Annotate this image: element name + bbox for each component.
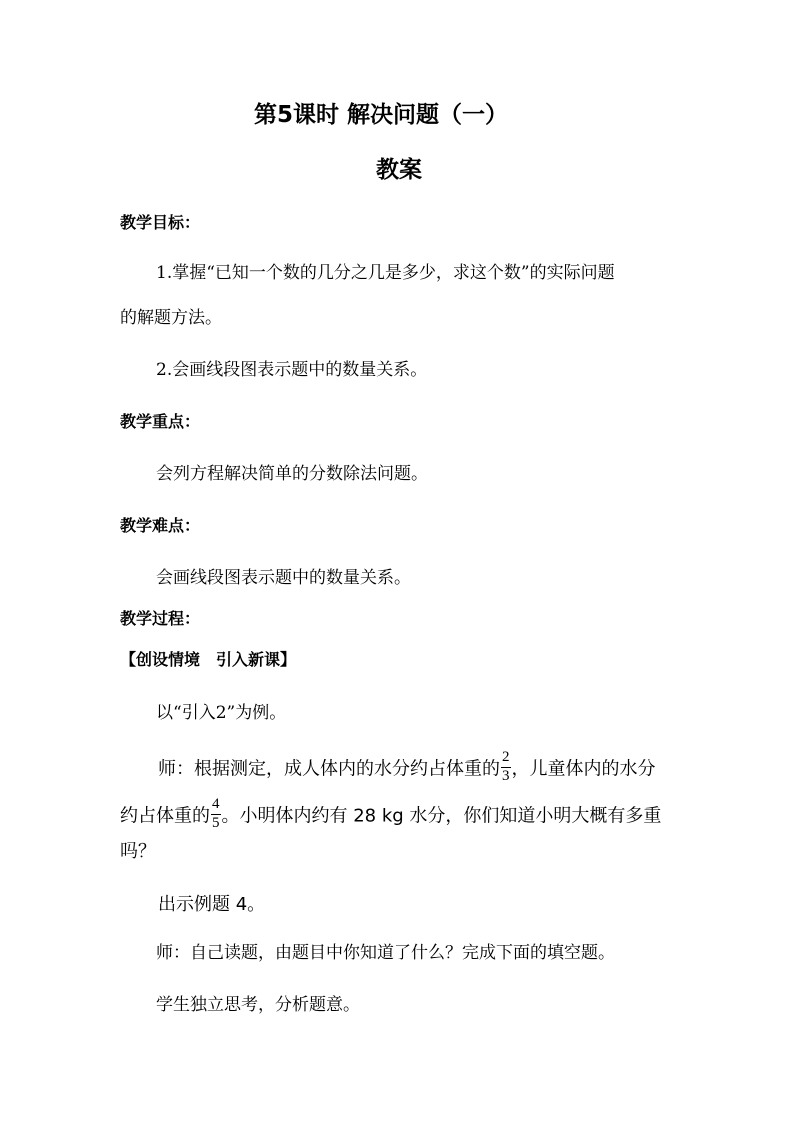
teacher-text-c: 约占体重的 xyxy=(120,805,210,827)
key-points-text: 会列方程解决简单的分数除法问题。 xyxy=(156,464,428,484)
fraction-numerator: 4 xyxy=(211,797,221,815)
teacher-text-b: ，儿童体内的水分 xyxy=(511,758,656,780)
process-paragraph-4: 学生独立思考，分析题意。 xyxy=(156,995,360,1015)
page-subtitle: 教案 xyxy=(376,157,422,183)
teacher-text-d: 。小明体内约有 28 kg 水分，你们知道小明大概有多重 xyxy=(221,805,662,827)
process-stage-heading: 【创设情境 引入新课】 xyxy=(120,650,297,669)
fraction-four-fifths xyxy=(211,797,221,832)
fraction-two-thirds xyxy=(501,750,511,785)
process-paragraph-3: 师：自己读题，由题目中你知道了什么？完成下面的填空题。 xyxy=(156,943,615,963)
difficulties-text: 会画线段图表示题中的数量关系。 xyxy=(156,568,411,588)
teacher-text-a: 师：根据测定，成人体内的水分约占体重的 xyxy=(158,758,500,780)
fraction-denominator: 5 xyxy=(212,814,220,831)
teacher-paragraph-line-1 xyxy=(158,749,656,787)
teacher-paragraph-line-3: 吗？ xyxy=(120,841,156,862)
teacher-paragraph-line-2 xyxy=(120,796,662,834)
objective-2: 2.会画线段图表示题中的数量关系。 xyxy=(156,360,428,380)
page-title: 第5课时 解决问题（一） xyxy=(254,102,509,128)
fraction-denominator: 3 xyxy=(502,767,510,784)
objectives-heading: 教学目标： xyxy=(120,213,201,232)
process-paragraph-1: 以“引入2”为例。 xyxy=(156,703,287,723)
difficulties-heading: 教学难点： xyxy=(120,516,201,535)
process-paragraph-2: 出示例题 4。 xyxy=(158,894,266,915)
objective-1-line-2: 的解题方法。 xyxy=(120,308,222,328)
process-heading: 教学过程： xyxy=(120,609,201,628)
objective-1-line-1: 1.掌握“已知一个数的几分之几是多少，求这个数”的实际问题 xyxy=(156,263,615,283)
fraction-numerator: 2 xyxy=(501,750,511,768)
key-points-heading: 教学重点： xyxy=(120,412,201,431)
